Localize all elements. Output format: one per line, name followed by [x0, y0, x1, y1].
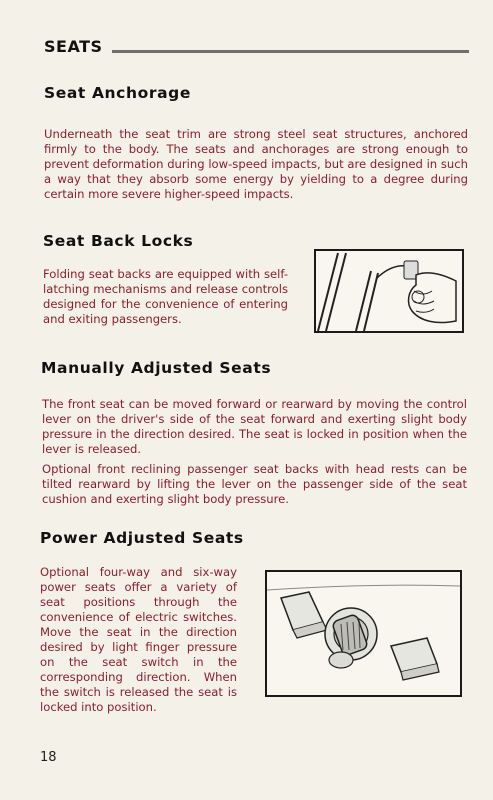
page-number: 18	[40, 750, 57, 765]
heading-manually-adjusted-seats: Manually Adjusted Seats	[41, 359, 272, 377]
paragraph-power-seats: Optional four-way and six-way power seats offer a variety of seat positions through the convenience of electric switches. Move the seat in the direction desired by light finger pressure on the seat switch in the corresponding direction. When the switch is released the seat is locked into position.	[40, 565, 237, 714]
paragraph-manual-seats-1: The front seat can be moved forward or rearward by moving the control lever on the driver's side of the seat forward and exerting slight body pressure in the direction desired. The seat is locked in position when the lever is released.	[42, 397, 467, 456]
section-title: SEATS	[44, 37, 103, 56]
heading-power-adjusted-seats: Power Adjusted Seats	[40, 529, 244, 547]
paragraph-seat-anchorage: Underneath the seat trim are strong steel seat structures, anchored firmly to the body. The seats and anchorages are strong enough to prevent deformation during low-speed impacts, but are designed in such a way that they absorb some energy by yielding to a degree during certain more severe higher-speed impacts.	[44, 127, 468, 201]
heading-seat-anchorage: Seat Anchorage	[44, 84, 191, 102]
header-rule	[112, 50, 469, 53]
heading-seat-back-locks: Seat Back Locks	[43, 232, 194, 250]
paragraph-seat-back-locks: Folding seat backs are equipped with self-latching mechanisms and release controls designed for the convenience of entering and exiting passengers.	[43, 267, 288, 326]
hand-on-lever-drawing	[316, 251, 462, 331]
power-switch-drawing	[267, 572, 460, 695]
seat-back-lock-illustration	[314, 249, 464, 333]
power-seat-switch-illustration	[265, 570, 462, 697]
paragraph-manual-seats-2: Optional front reclining passenger seat backs with head rests can be tilted rearward by lifting the lever on the passenger side of the seat cushion and exerting slight body pressure.	[42, 462, 467, 506]
